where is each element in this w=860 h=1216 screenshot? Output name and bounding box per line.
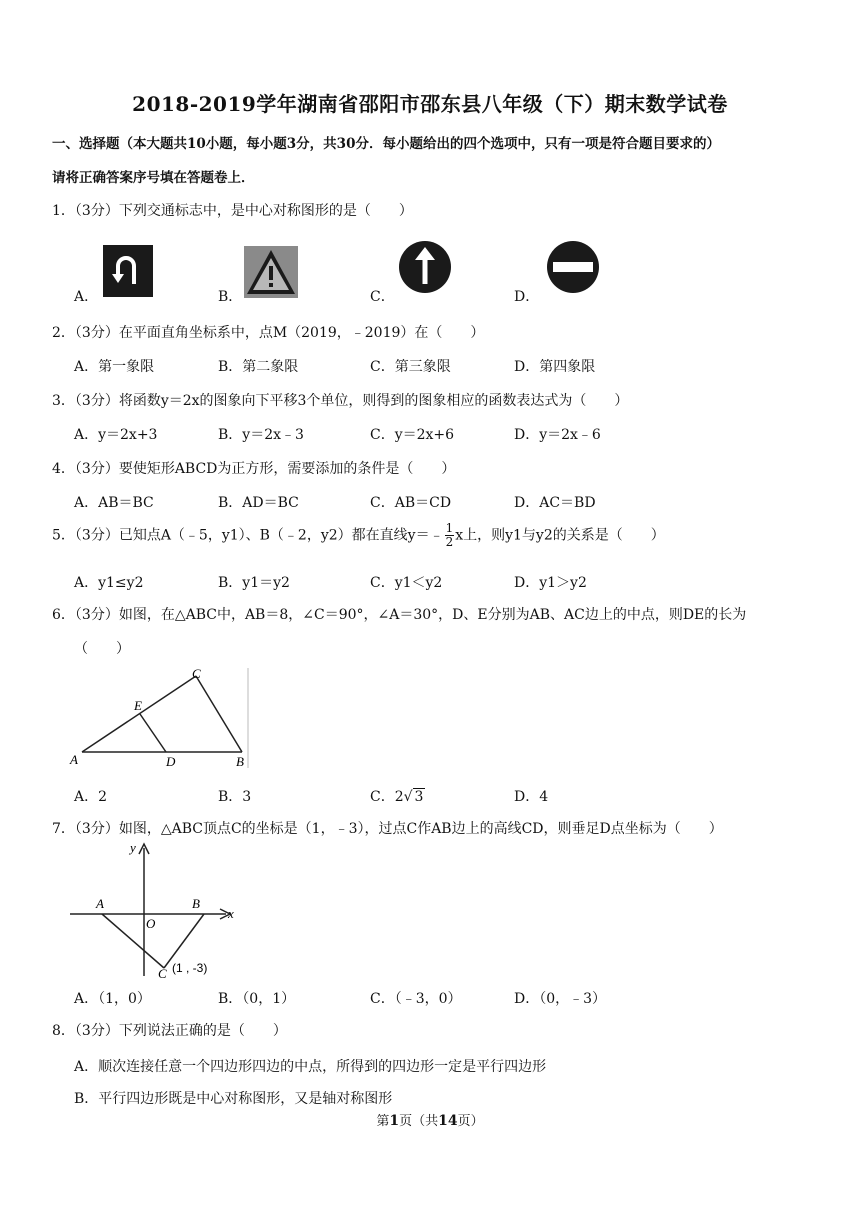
sqrt-radicand: 3 (414, 789, 424, 805)
q6-option-c-text: C．2 (370, 789, 404, 805)
footer-total-pages: 14 (438, 1113, 458, 1129)
fraction-numerator: 1 (445, 521, 454, 535)
question-2-stem: 2．（3分）在平面直角坐标系中，点M（2019，﹣2019）在（ ） (52, 325, 485, 341)
q2-option-a: A．第一象限 (74, 359, 155, 375)
footer-pre: 第 (376, 1114, 390, 1129)
q5-option-c: C．y1＜y2 (370, 575, 443, 591)
u-turn-sign-icon (102, 244, 154, 298)
label-c-coordinates: (1 , -3) (172, 961, 208, 975)
question-7-stem: 7．（3分）如图，△ABC顶点C的坐标是（1，﹣3），过点C作AB边上的高线CD，则垂足D点坐标为（ ） (52, 821, 723, 837)
footer-post: 页） (457, 1114, 484, 1129)
triangle-abc-figure (66, 664, 256, 774)
q1-option-c-label: C． (370, 289, 395, 305)
footer-page-number: 1 (389, 1113, 400, 1129)
q4-option-b: B．AD＝BC (218, 495, 299, 511)
q3-option-b: B．y＝2x﹣3 (218, 427, 304, 443)
q8-option-b: B．平行四边形既是中心对称图形，又是轴对称图形 (74, 1091, 393, 1107)
q6-option-c (370, 786, 425, 806)
question-5-stem (52, 522, 665, 549)
q7-option-d: D．（0，﹣3） (514, 991, 607, 1007)
q3-option-c: C．y＝2x+6 (370, 427, 455, 443)
question-4-stem: 4．（3分）要使矩形ABCD为正方形，需要添加的条件是（ ） (52, 461, 456, 477)
q1-option-b-label: B． (218, 289, 243, 305)
q6-option-d: D．4 (514, 789, 549, 805)
fraction (445, 522, 455, 549)
q7-option-c: C．（﹣3，0） (370, 991, 462, 1007)
q5-stem-part-2: x上，则y1与y2的关系是（ ） (455, 527, 665, 544)
label-b: B (192, 896, 200, 911)
label-d: D (166, 754, 176, 769)
q2-option-c: C．第三象限 (370, 359, 451, 375)
page-title: 2018-2019学年湖南省邵阳市邵东县八年级（下）期末数学试卷 (132, 92, 728, 116)
sqrt-symbol-icon: √ (403, 789, 413, 805)
q6-option-a: A．2 (74, 789, 108, 805)
q1-option-d-label: D． (514, 289, 540, 305)
footer-mid: 页（共 (399, 1114, 439, 1129)
q7-option-b: B．（0，1） (218, 991, 296, 1007)
q3-option-d: D．y＝2x﹣6 (514, 427, 601, 443)
label-origin: O (146, 916, 156, 931)
question-8-stem: 8．（3分）下列说法正确的是（ ） (52, 1023, 287, 1039)
q4-option-d: D．AC＝BD (514, 495, 596, 511)
fraction-denominator: 2 (445, 535, 454, 549)
section-instruction: 请将正确答案序号填在答题卷上． (52, 170, 255, 186)
q2-option-b: B．第二象限 (218, 359, 299, 375)
label-x-axis: x (228, 906, 234, 921)
label-b: B (236, 754, 244, 769)
q6-option-b: B．3 (218, 789, 252, 805)
q2-option-d: D．第四象限 (514, 359, 596, 375)
question-1-stem: 1．（3分）下列交通标志中，是中心对称图形的是（ ） (52, 203, 413, 219)
straight-arrow-sign-icon (398, 240, 452, 294)
no-entry-sign-icon (546, 240, 600, 294)
q5-option-d: D．y1＞y2 (514, 575, 587, 591)
q7-option-a: A．（1，0） (74, 991, 151, 1007)
q8-option-a: A．顺次连接任意一个四边形四边的中点，所得到的四边形一定是平行四边形 (74, 1059, 547, 1075)
q1-option-a-label: A． (74, 289, 99, 305)
label-c: C (158, 966, 167, 981)
page-footer (0, 1110, 860, 1129)
label-e: E (134, 698, 142, 713)
label-c: C (192, 666, 201, 681)
warning-sign-icon (244, 246, 298, 298)
q4-option-a: A．AB＝BC (74, 495, 154, 511)
label-a: A (96, 896, 104, 911)
question-3-stem: 3．（3分）将函数y＝2x的图象向下平移3个单位，则得到的图象相应的函数表达式为（ ） (52, 393, 629, 409)
q3-option-a: A．y＝2x+3 (74, 427, 158, 443)
question-6-paren: （ ） (74, 641, 130, 657)
q5-option-b: B．y1＝y2 (218, 575, 290, 591)
q4-option-c: C．AB＝CD (370, 495, 452, 511)
q5-stem-part-1: 5．（3分）已知点A（﹣5，y1）、B（﹣2，y2）都在直线y＝﹣ (52, 527, 444, 544)
q5-option-a: A．y1≤y2 (74, 575, 144, 591)
coordinate-triangle-figure (66, 836, 256, 982)
section-heading: 一、选择题（本大题共10小题，每小题3分，共30分．每小题给出的四个选项中，只有一项是符合题目要求的） (52, 136, 720, 152)
label-y-axis: y (130, 840, 136, 855)
question-6-stem: 6．（3分）如图，在△ABC中，AB＝8，∠C＝90°，∠A＝30°，D、E分别为AB、AC边上的中点，则DE的长为 (52, 607, 747, 623)
label-a: A (70, 752, 78, 767)
